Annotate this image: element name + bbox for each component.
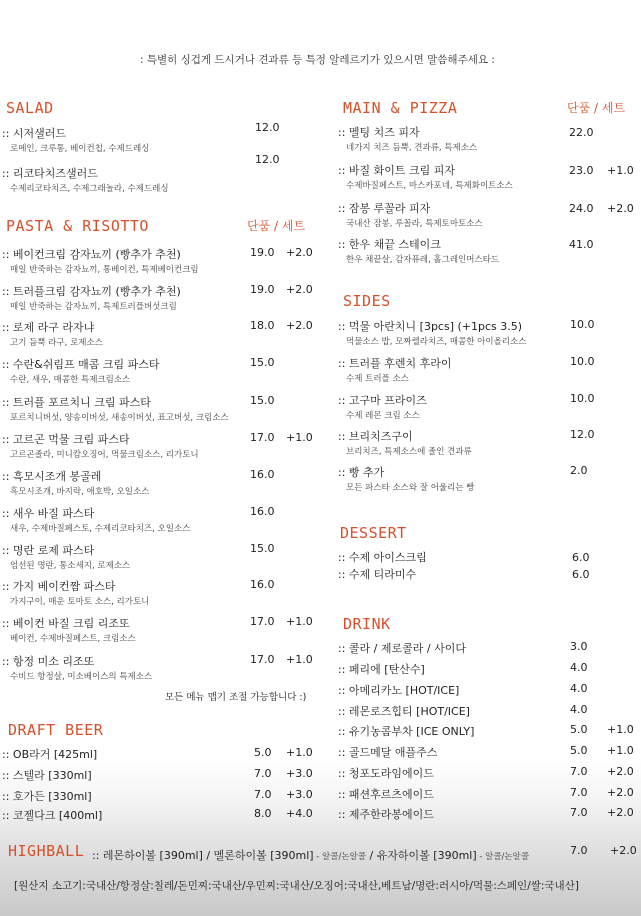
menu-item-name: :: 브리치즈구이 (338, 430, 413, 443)
menu-item-description: 수비드 항정살, 미소베이스의 특제소스 (10, 672, 153, 682)
menu-item-price: 7.0 (570, 765, 588, 778)
menu-item-price: 8.0 (254, 807, 272, 820)
menu-item-set-price: +1.0 (607, 744, 634, 757)
menu-item-price: 5.0 (570, 744, 588, 757)
dessert-heading: DESSERT (340, 524, 407, 542)
menu-item-name: :: 고르곤 먹물 크림 파스타 (2, 433, 130, 446)
menu-item-description: 로메인, 크루통, 베이컨칩, 수제드레싱 (10, 144, 150, 154)
menu-item-name: :: 베이컨 바질 크림 리조또 (2, 617, 130, 630)
menu-item-description: 가지구이, 매운 토마토 소스, 리가토니 (10, 597, 150, 607)
menu-item-name: :: 항정 미소 리조또 (2, 655, 95, 668)
menu-item-description: 수제바질페스트, 마스카포네, 특제화이트소스 (346, 181, 513, 191)
menu-item-name: :: 트러플 후렌치 후라이 (338, 357, 452, 370)
drink-heading: DRINK (343, 615, 391, 633)
highball-heading: HIGHBALL (8, 842, 85, 860)
allergy-notice: : 특별히 싱겁게 드시거나 견과류 등 특정 알레르기가 있으시면 말씀해주세요 : (140, 54, 495, 66)
menu-item-description: 베이컨, 수제바질페스트, 크림소스 (10, 634, 136, 644)
menu-item-name: :: 유기농콤부차 [ICE ONLY] (338, 725, 475, 738)
menu-item-description: 네가지 치즈 듬뿍, 견과류, 특제소스 (346, 143, 478, 153)
menu-item-set-price: +3.0 (286, 767, 313, 780)
menu-item-set-price: +2.0 (286, 246, 313, 259)
highball-separator: / (202, 849, 214, 862)
highball-melon: 멜론하이볼 [390ml] (213, 849, 314, 862)
menu-item-price: 4.0 (570, 661, 588, 674)
menu-item-price: 41.0 (569, 238, 594, 251)
menu-item-description: 포르치니버섯, 양송이버섯, 새송이버섯, 표고버섯, 크림소스 (10, 413, 229, 423)
menu-item-price: 10.0 (570, 355, 595, 368)
menu-item-description: 국내산 잠봉, 루꼴라, 특제토마토소스 (346, 219, 483, 229)
menu-item-price: 4.0 (570, 682, 588, 695)
menu-item-name: :: 수제 티라미수 (338, 568, 417, 581)
menu-item-description: 새우, 수제바질페스토, 수제리코타치즈, 오일소스 (10, 524, 191, 534)
menu-item-name: :: 리코타치즈샐러드 (2, 167, 98, 180)
menu-item-price: 12.0 (570, 428, 595, 441)
menu-item-price: 5.0 (570, 723, 588, 736)
menu-item-price: 7.0 (570, 806, 588, 819)
menu-item-name: :: 페리에 [탄산수] (338, 663, 425, 676)
menu-item-price: 15.0 (250, 542, 275, 555)
menu-item-name: :: 청포도라임에이드 (338, 767, 434, 780)
menu-item-description: 모든 파스타 소스와 잘 어울리는 빵 (346, 483, 475, 493)
menu-item-description: 수제 레몬 크림 소스 (346, 411, 420, 421)
menu-item-set-price: +2.0 (286, 319, 313, 332)
salad-heading: SALAD (6, 99, 54, 117)
menu-item-price: 12.0 (255, 153, 280, 166)
menu-item-price: 6.0 (572, 568, 590, 581)
menu-item-price: 17.0 (250, 653, 275, 666)
menu-item-name: :: 시저샐러드 (2, 127, 67, 140)
menu-item-price: 16.0 (250, 468, 275, 481)
menu-item-price: 6.0 (572, 551, 590, 564)
menu-item-price: 23.0 (569, 164, 594, 177)
menu-item-name: :: 베이컨크림 감자뇨끼 (빵추가 추천) (2, 248, 181, 261)
menu-item-price: 16.0 (250, 505, 275, 518)
menu-item-name: :: 잠봉 루꼴라 피자 (338, 202, 431, 215)
menu-item-name: :: 콜라 / 제로콜라 / 사이다 (338, 642, 466, 655)
menu-item-name: :: 트러플크림 감자뇨끼 (빵추가 추천) (2, 285, 181, 298)
menu-item-description: 한우 채끝살, 감자퓨레, 홀그레인머스타드 (346, 255, 500, 265)
menu-item-price: 22.0 (569, 126, 594, 139)
menu-item-description: 매일 반죽하는 감자뇨끼, 통베이컨, 특제베이컨크림 (10, 265, 199, 275)
menu-item-price: 19.0 (250, 283, 275, 296)
menu-item-set-price: +2.0 (607, 786, 634, 799)
menu-item-set-price: +1.0 (607, 164, 634, 177)
menu-item-name: :: 트러플 포르치니 크림 파스타 (2, 396, 151, 409)
menu-item-description: 매일 반죽하는 감자뇨끼, 특제트러플버섯크림 (10, 302, 177, 312)
highball-set-price: +2.0 (610, 844, 637, 857)
menu-item-description: 고기 듬뿍 라구, 로제소스 (10, 338, 103, 348)
menu-item-name: :: 호가든 [330ml] (2, 790, 92, 803)
menu-item-set-price: +1.0 (286, 746, 313, 759)
menu-item-price: 15.0 (250, 356, 275, 369)
highball-line (92, 844, 529, 863)
highball-lemon: :: 레몬하이볼 [390ml] (92, 849, 203, 862)
pasta-heading: PASTA & RISOTTO (6, 217, 149, 235)
menu-item-name: :: 수제 아이스크림 (338, 551, 427, 564)
pasta-column-header: 단품 / 세트 (247, 219, 306, 233)
menu-item-price: 5.0 (254, 746, 272, 759)
menu-item-price: 4.0 (570, 703, 588, 716)
menu-item-price: 7.0 (570, 786, 588, 799)
origin-info: [원산지 소고기:국내산/항정살:칠레/돈민찌:국내산/우민찌:국내산/오징어:국내산,베트남/명란:러시아/먹물:스페인/쌀:국내산] (14, 880, 579, 892)
menu-item-set-price: +1.0 (286, 431, 313, 444)
menu-item-price: 15.0 (250, 394, 275, 407)
menu-item-price: 18.0 (250, 319, 275, 332)
menu-item-price: 24.0 (569, 202, 594, 215)
menu-item-price: 16.0 (250, 578, 275, 591)
menu-item-name: :: 바질 화이트 크림 피자 (338, 164, 456, 177)
menu-item-description: 수제리코타치즈, 수제그래놀라, 수제드레싱 (10, 184, 169, 194)
menu-item-set-price: +2.0 (607, 806, 634, 819)
menu-item-price: 3.0 (570, 640, 588, 653)
menu-item-price: 7.0 (254, 788, 272, 801)
menu-item-price: 17.0 (250, 615, 275, 628)
menu-item-name: :: 한우 채끝 스테이크 (338, 238, 441, 251)
menu-item-price: 10.0 (570, 392, 595, 405)
sides-heading: SIDES (343, 292, 391, 310)
spice-note: 모든 메뉴 맵기 조절 가능합니다 :) (165, 692, 307, 703)
menu-item-description: 먹물소스 밥, 모짜렐라치즈, 매콤한 아이올리소스 (346, 337, 527, 347)
menu-item-description: 흑모시조개, 바지락, 애호박, 오일소스 (10, 487, 150, 497)
menu-item-name: :: 멜팅 치즈 피자 (338, 126, 420, 139)
menu-item-set-price: +1.0 (286, 653, 313, 666)
menu-item-price: 17.0 (250, 431, 275, 444)
menu-item-name: :: 새우 바질 파스타 (2, 507, 95, 520)
main-pizza-heading: MAIN & PIZZA (343, 99, 458, 117)
main-column-header: 단품 / 세트 (567, 101, 626, 115)
menu-item-name: :: 명란 로제 파스타 (2, 544, 95, 557)
highball-yuzu-option: - 알콜/논알콜 (476, 852, 530, 862)
menu-item-name: :: 골드메달 애플주스 (338, 746, 438, 759)
menu-item-name: :: 코젤다크 [400ml] (2, 809, 103, 822)
menu-item-name: :: 먹물 아란치니 [3pcs] (+1pcs 3.5) (338, 320, 523, 333)
menu-item-name: :: 로제 라구 라자냐 (2, 321, 95, 334)
menu-item-name: :: 레몬로즈힙티 [HOT/ICE] (338, 705, 470, 718)
menu-item-name: :: 빵 추가 (338, 466, 385, 479)
menu-item-set-price: +1.0 (607, 723, 634, 736)
menu-item-name: :: 스텔라 [330ml] (2, 769, 92, 782)
menu-item-set-price: +4.0 (286, 807, 313, 820)
menu-item-description: 수제 트러플 소스 (346, 374, 409, 384)
menu-item-name: :: OB라거 [425ml] (2, 748, 98, 761)
highball-separator: / (365, 849, 377, 862)
menu-item-set-price: +2.0 (286, 283, 313, 296)
highball-yuzu: 유자하이볼 [390ml] (376, 849, 477, 862)
menu-item-name: :: 고구마 프라이즈 (338, 394, 427, 407)
menu-item-price: 12.0 (255, 121, 280, 134)
menu-item-set-price: +3.0 (286, 788, 313, 801)
menu-item-name: :: 흑모시조개 봉골레 (2, 470, 102, 483)
menu-item-set-price: +2.0 (607, 202, 634, 215)
menu-item-description: 고르곤졸라, 미니캄오징어, 먹물크림소스, 리가토니 (10, 450, 199, 460)
menu-item-name: :: 수란&쉬림프 매콤 크림 파스타 (2, 358, 160, 371)
highball-price: 7.0 (570, 844, 588, 857)
menu-item-description: 브리치즈, 특제소스에 졸인 견과류 (346, 447, 472, 457)
menu-item-name: :: 가지 베이컨짬 파스타 (2, 580, 116, 593)
menu-item-name: :: 아메리카노 [HOT/ICE] (338, 684, 460, 697)
menu-item-price: 7.0 (254, 767, 272, 780)
menu-item-price: 10.0 (570, 318, 595, 331)
menu-item-description: 엄선된 명란, 통소세지, 로제소스 (10, 561, 131, 571)
menu-item-name: :: 패션후르츠에이드 (338, 788, 434, 801)
menu-item-set-price: +2.0 (607, 765, 634, 778)
menu-item-price: 19.0 (250, 246, 275, 259)
menu-item-set-price: +1.0 (286, 615, 313, 628)
menu-item-price: 2.0 (570, 464, 588, 477)
highball-melon-option: - 알콜/논알콜 (313, 852, 366, 862)
menu-item-name: :: 제주한라봉에이드 (338, 808, 434, 821)
menu-item-description: 수란, 새우, 매콤한 특제크림소스 (10, 375, 131, 385)
draft-beer-heading: DRAFT BEER (8, 721, 104, 739)
